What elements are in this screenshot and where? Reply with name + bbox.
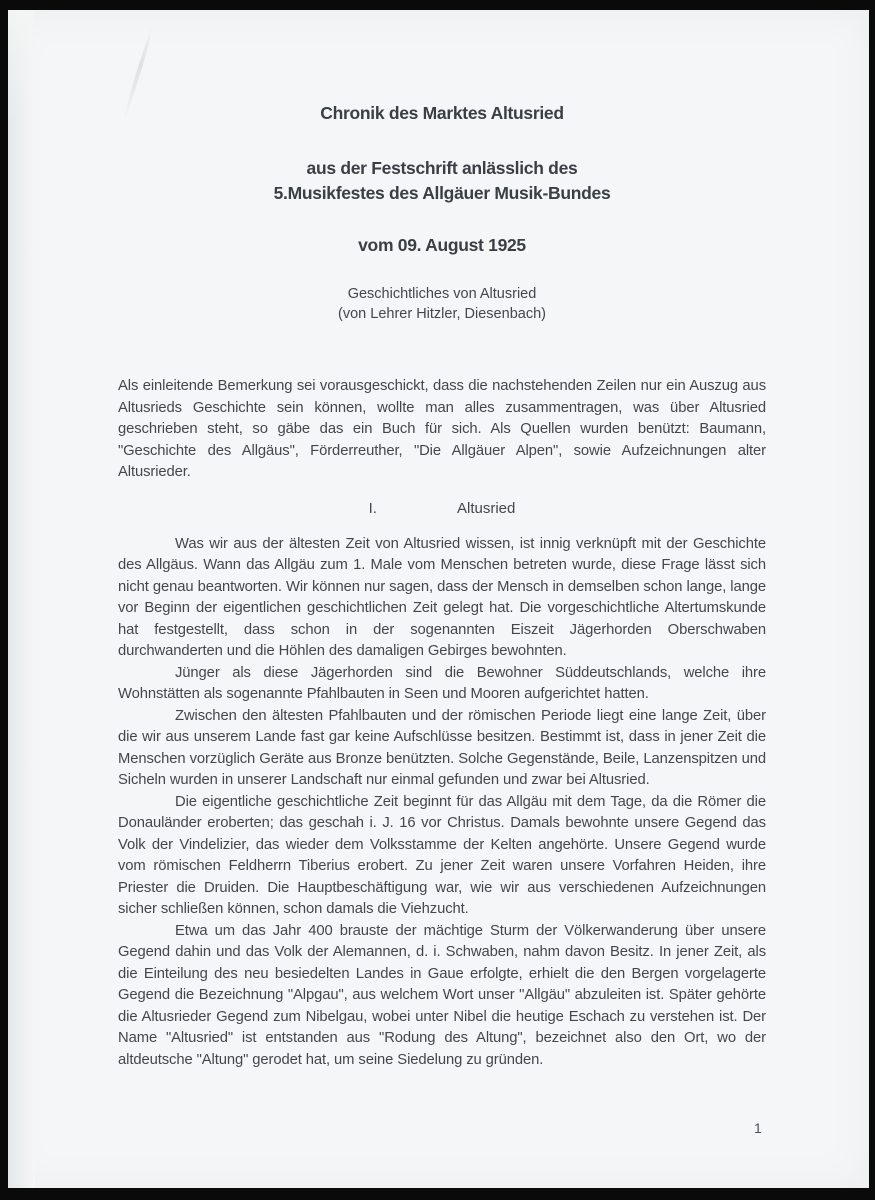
page-content <box>118 10 766 1071</box>
document-byline <box>118 284 766 324</box>
byline-line-1: Geschichtliches von Altusried <box>347 286 537 302</box>
page-number: 1 <box>754 1120 762 1136</box>
section-heading <box>118 498 766 519</box>
page-left-edge-shadow <box>8 10 35 1188</box>
paragraph-roman-era: Die eigentliche geschichtliche Zeit beginnt für das Allgäu mit dem Tage, da die Römer die Donauländer eroberten; das geschah i. J. 16 vor Christus. Damals bewohnte unsere Gegend das Volk der Vindelizier, das wieder dem Volksstamme der Kelten angehörte. Unsere Gegend wurde vom römischen Feldherrn Tiberius erobert. Zu jener Zeit waren unsere Vorfahren Heiden, ihre Priester die Druiden. Die Hauptbeschäftigung war, wie wir aus verschiedenen Aufzeichnungen sicher schließen können, schon damals die Viehzucht. <box>118 793 766 917</box>
paragraph-oldest-times: Was wir aus der ältesten Zeit von Altusried wissen, ist innig verknüpft mit der Geschichte des Allgäus. Wann das Allgäu zum 1. Male vom Menschen betreten wurde, diese Frage lässt sich nicht genau beantworten. Wir können nur sagen, dass der Mensch in demselben schon lange, lange vor Beginn der eigentlichen geschichtlichen Zeit gelegt hat. Die vorgeschichtliche Altertumskunde hat festgestellt, dass schon in der sogenannten Eiszeit Jägerhorden Oberschwaben durchwanderten und die Höhlen des damaligen Gebirges bewohnten. <box>118 535 766 659</box>
subtitle-line-1: aus der Festschrift anlässlich des <box>306 158 578 178</box>
document-body <box>118 376 766 1071</box>
subtitle-line-2: 5.Musikfestes des Allgäuer Musik-Bundes <box>273 183 611 203</box>
document-title: Chronik des Marktes Altusried <box>320 103 564 123</box>
paragraph-pfahlbauten: Jünger als diese Jägerhorden sind die Bewohner Süddeutschlands, welche ihre Wohnstätten als sogenannte Pfahlbauten in Seen und Mooren aufgerichtet hatten. <box>118 664 766 702</box>
paragraph-bronze-age: Zwischen den ältesten Pfahlbauten und der römischen Periode liegt eine lange Zeit, über die wir aus unserem Lande fast gar keine Aufschlüsse besitzen. Bestimmt ist, dass in jener Zeit die Menschen vorzüglich Geräte aus Bronze benützten. Solche Gegenstände, Beile, Lanzenspitzen und Sicheln wurden in unserer Landschaft nur einmal gefunden und zwar bei Altusried. <box>118 707 766 788</box>
byline-line-2: (von Lehrer Hitzler, Diesenbach) <box>338 306 546 322</box>
section-numeral: I. <box>368 499 377 517</box>
section-title: Altusried <box>456 499 516 517</box>
document-subtitle <box>118 156 766 206</box>
document-page <box>8 10 869 1188</box>
document-date: vom 09. August 1925 <box>358 235 526 255</box>
paragraph-migration-era: Etwa um das Jahr 400 brauste der mächtige Sturm der Völkerwanderung über unsere Gegend dahin und das Volk der Alemannen, d. i. Schwaben, nahm davon Besitz. In jener Zeit, als die Einteilung des neu besiedelten Landes in Gaue erfolgte, erhielt die den Bergen vorgelagerte Gegend die Bezeichnung "Alpgau", aus welchem Wort unser "Allgäu" abzuleiten ist. Später gehörte die Altusrieder Gegend zum Nibelgau, wobei unter Nibel die heutige Eschach zu verstehen ist. Der Name "Altusried" ist entstanden aus "Rodung des Altung", bezeichnet also den Ort, wo der altdeutsche "Altung" gerodet hat, um seine Siedelung zu gründen. <box>118 922 766 1068</box>
paragraph-introduction: Als einleitende Bemerkung sei vorausgeschickt, dass die nachstehenden Zeilen nur ein Auszug aus Altusrieds Geschichte sein können, wollte man alles zusammentragen, was über Altusried geschrieben steht, so gäbe das ein Buch für sich. Als Quellen wurden benützt: Baumann, "Geschichte des Allgäus", Förderreuther, "Die Allgäuer Alpen", sowie Aufzeichnungen alter Altusrieder. <box>118 378 766 480</box>
